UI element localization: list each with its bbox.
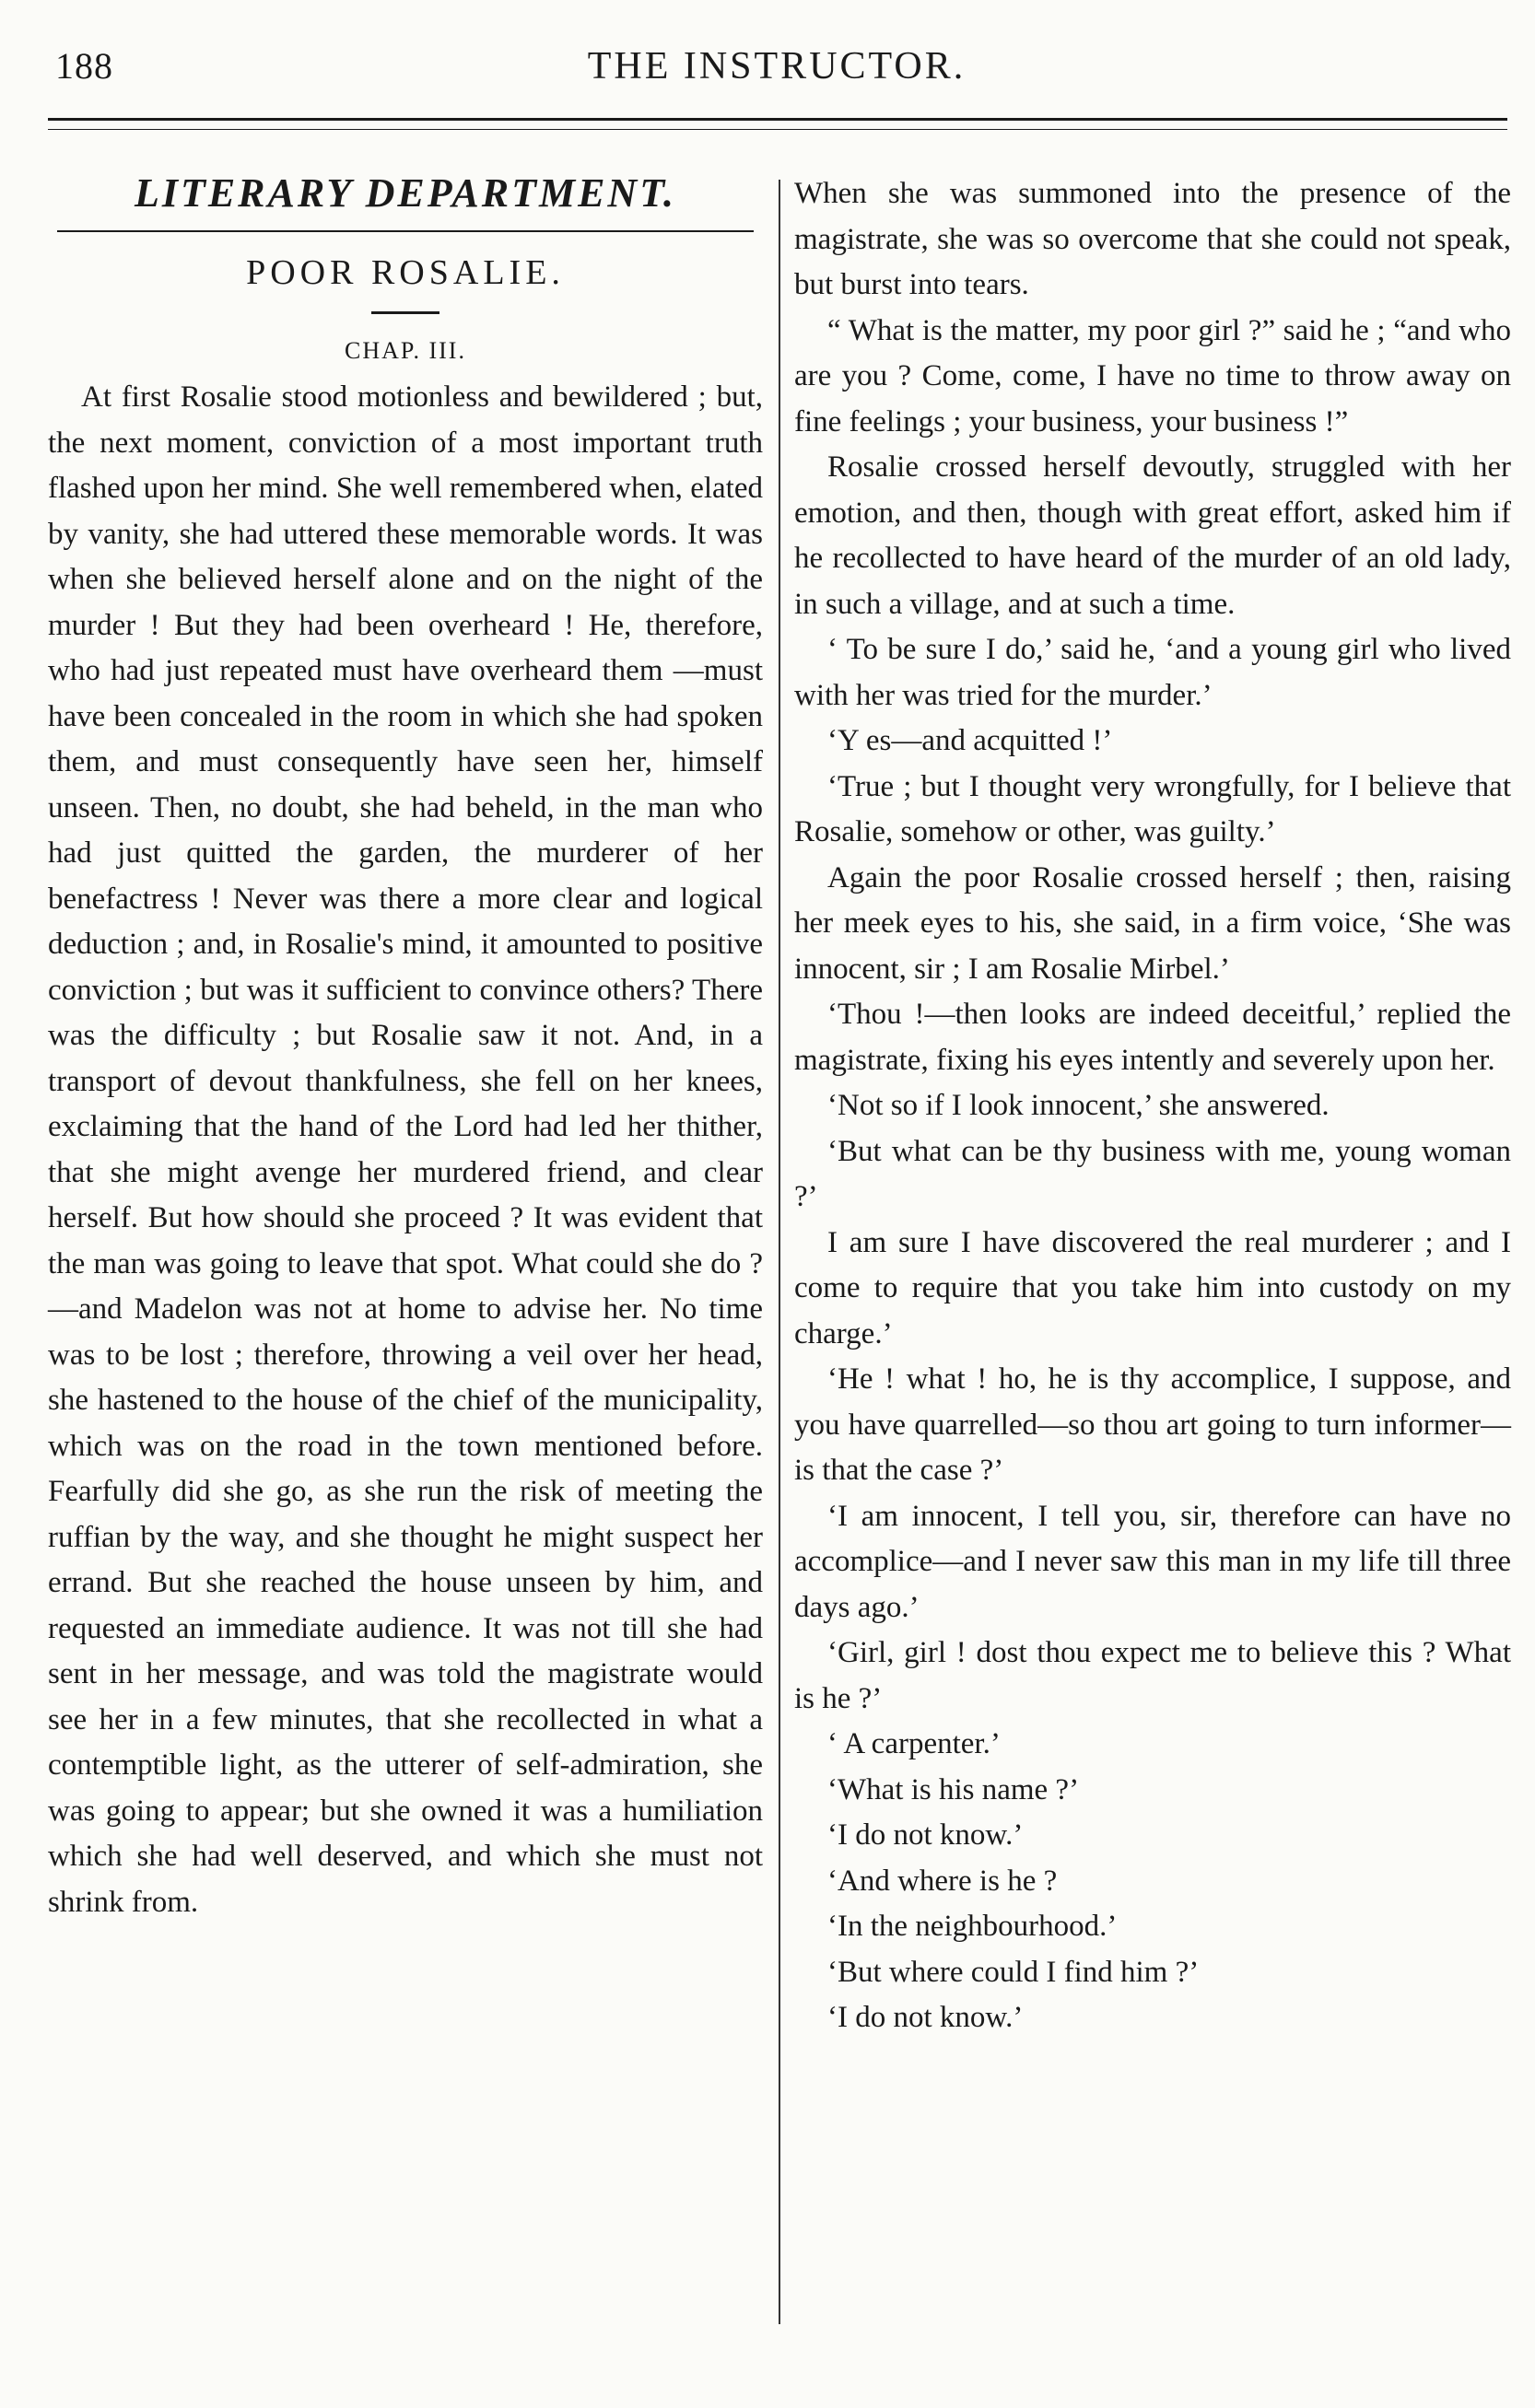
department-rule	[57, 230, 754, 232]
paragraph: ‘In the neighbourhood.’	[827, 1910, 1118, 1943]
paragraph: ‘What is his name ?’	[827, 1772, 1080, 1806]
paragraph: “ What is the matter, my poor girl ?” said he ; “and who are you ? Come, come, I have no time to throw away on fine feelings ; your business, your business !”	[794, 313, 1511, 438]
left-column	[48, 138, 763, 1925]
paragraph: Again the poor Rosalie crossed herself ; then, raising her meek eyes to his, she said, in a firm voice, ‘She was innocent, sir ; I am Rosalie Mirbel.’	[794, 860, 1511, 986]
paragraph: At first Rosalie stood motionless and bewildered ; but, the next moment, conviction of a most important truth flashed upon her mind. She well remembered when, elated by vanity, she had uttered these memorable words. It was when she believed herself alone and on the night of the murder ! But they had been overheard ! He, therefore, who had just repeated must have overheard them —must have been concealed in the room in which she had spoken them, and must consequently have seen her, himself unseen. Then, no doubt, she had beheld, in the man who had just quitted the garden, the murderer of her benefactress ! Never was there a more clear and logical deduction ; and, in Rosalie's mind, it amounted to positive conviction ; but was it sufficient to convince others? There was the difficulty ; but Rosalie saw it not. And, in a transport of devout thankfulness, she fell on her knees, exclaiming that the hand of the Lord had led her thither, that she might avenge her murdered friend, and clear herself. But how should she proceed ? It was evident that the man was going to leave that spot. What could she do ?—and Madelon was not at home to advise her. No time was to be lost ; therefore, throwing a veil over her head, she hastened to the house of the chief of the municipality, which was on the road in the town mentioned before. Fearfully did she go, as she run the risk of meeting the ruffian by the way, and she thought he might suspect her errand. But she reached the house unseen by him, and requested an immediate audience. It was not till she had sent in her message, and was told the magistrate would see her in a few minutes, that she recollected in what a contemptible light, as the utterer of self-admiration, she was going to appear; but she owned it was a humiliation which she had well deserved, and which she must not shrink from.	[48, 380, 763, 1919]
paragraph: ‘True ; but I thought very wrongfully, for I believe that Rosalie, somehow or other, was guilty.’	[794, 769, 1511, 848]
paragraph: ‘Not so if I look innocent,’ she answered.	[827, 1089, 1330, 1122]
story-title: POOR ROSALIE.	[246, 253, 565, 292]
page-number: 188	[55, 45, 113, 87]
paragraph: ‘I do not know.’	[827, 1818, 1024, 1852]
paragraph: ‘Girl, girl ! dost thou expect me to believe this ? What is he ?’	[794, 1636, 1511, 1715]
paragraph: ‘I do not know.’	[827, 2001, 1024, 2034]
header-double-rule	[48, 118, 1507, 130]
department-heading: LITERARY DEPARTMENT.	[134, 170, 677, 216]
paragraph: ‘ A carpenter.’	[827, 1727, 1001, 1760]
right-column	[794, 138, 1511, 2041]
paragraph: ‘And where is he ?	[827, 1864, 1058, 1898]
paragraph: Rosalie crossed herself devoutly, struggled with her emotion, and then, though with great effort, asked him if he recollected to have heard of the murder of an old lady, in such a village, and at such a time.	[794, 450, 1511, 621]
title-rule	[371, 311, 439, 314]
paragraph: ‘ To be sure I do,’ said he, ‘and a young girl who lived with her was tried for the murder.’	[794, 633, 1511, 712]
paragraph: ‘Thou !—then looks are indeed deceitful,’ replied the magistrate, fixing his eyes intently and severely upon her.	[794, 998, 1511, 1077]
journal-title: THE INSTRUCTOR.	[587, 45, 967, 88]
paragraph: I am sure I have discovered the real murderer ; and I come to require that you take him into custody on my charge.’	[794, 1225, 1511, 1350]
paragraph: ‘But where could I find him ?’	[827, 1955, 1200, 1989]
running-head	[55, 44, 1498, 99]
paragraph: ‘I am innocent, I tell you, sir, therefore can have no accomplice—and I never saw this man in my life till three days ago.’	[794, 1499, 1511, 1624]
paragraph: ‘He ! what ! ho, he is thy accomplice, I suppose, and you have quarrelled—so thou art going to turn informer—is that the case ?’	[794, 1362, 1511, 1487]
column-divider	[779, 180, 780, 2324]
paragraph: When she was summoned into the presence of the magistrate, she was so overcome that she could not speak, but burst into tears.	[794, 177, 1511, 301]
paragraph: ‘But what can be thy business with me, young woman ?’	[794, 1134, 1511, 1213]
chapter-heading: CHAP. III.	[345, 337, 466, 364]
paragraph: ‘Y es—and acquitted !’	[827, 724, 1113, 757]
